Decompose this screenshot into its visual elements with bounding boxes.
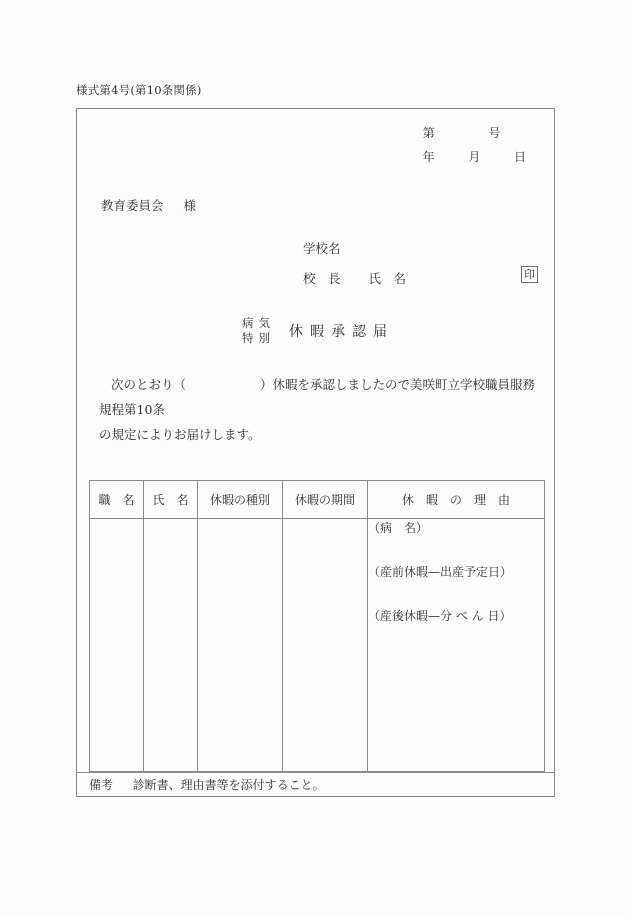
body-line-1-before: 次のとおり（ (111, 377, 187, 392)
cell-name[interactable] (144, 519, 198, 772)
title-main: 休暇承認届 (289, 324, 394, 340)
remarks-text: 診断書、理由書等を添付すること。 (132, 778, 325, 792)
principal-name-line (303, 269, 538, 287)
body-line-1-after: ）休暇を承認しましたので美咲町立学校職員服務規程第10条 (99, 377, 535, 417)
remarks-row (77, 772, 554, 796)
seal-stamp-box: 印 (521, 266, 538, 283)
document-title (77, 316, 554, 346)
title-prefix-line1: 病気 (242, 316, 275, 330)
cell-leave-reason[interactable] (368, 519, 545, 772)
addressee-honorific: 様 (183, 198, 196, 213)
document-number-line (423, 121, 526, 145)
body-line-1 (99, 372, 536, 422)
title-prefix (237, 316, 275, 346)
document-meta (423, 121, 526, 169)
signature-block (303, 239, 538, 287)
form-frame (76, 108, 555, 797)
cell-job-title[interactable] (90, 519, 144, 772)
date-month-label: 月 (468, 150, 481, 164)
date-year-label: 年 (422, 150, 435, 164)
form-number: 様式第4号(第10条関係) (76, 83, 202, 97)
body-paragraph (99, 372, 536, 447)
name-label: 氏 名 (368, 271, 406, 286)
school-name-label: 学校名 (303, 241, 341, 256)
document-number-suffix: 号 (488, 126, 501, 140)
table-row (90, 519, 545, 772)
reason-entry-prenatal-leave: （産前休暇—出産予定日） (368, 565, 513, 579)
cell-leave-period[interactable] (283, 519, 368, 772)
column-header-leave-period: 休暇の期間 (283, 481, 368, 519)
column-header-leave-type: 休暇の種別 (198, 481, 283, 519)
principal-label: 校 長 (303, 271, 341, 286)
body-line-2: の規定によりお届けします。 (99, 427, 261, 442)
document-number-prefix: 第 (422, 126, 435, 140)
leave-details-table (89, 480, 545, 772)
date-day-label: 日 (513, 150, 526, 164)
column-header-leave-reason: 休 暇 の 理 由 (368, 481, 545, 519)
addressee-name: 教育委員会 (101, 198, 164, 213)
reason-entry-postnatal-leave: （産後休暇—分 べ ん 日） (368, 609, 512, 623)
table-header-row (90, 481, 545, 519)
title-prefix-line2: 特別 (242, 331, 275, 345)
column-header-job-title: 職 名 (90, 481, 144, 519)
reason-entry-illness-name: （病 名） (368, 521, 429, 535)
addressee (101, 196, 196, 214)
remarks-label: 備考 (89, 778, 114, 792)
column-header-name: 氏 名 (144, 481, 198, 519)
document-date-line (423, 145, 526, 169)
cell-leave-type[interactable] (198, 519, 283, 772)
